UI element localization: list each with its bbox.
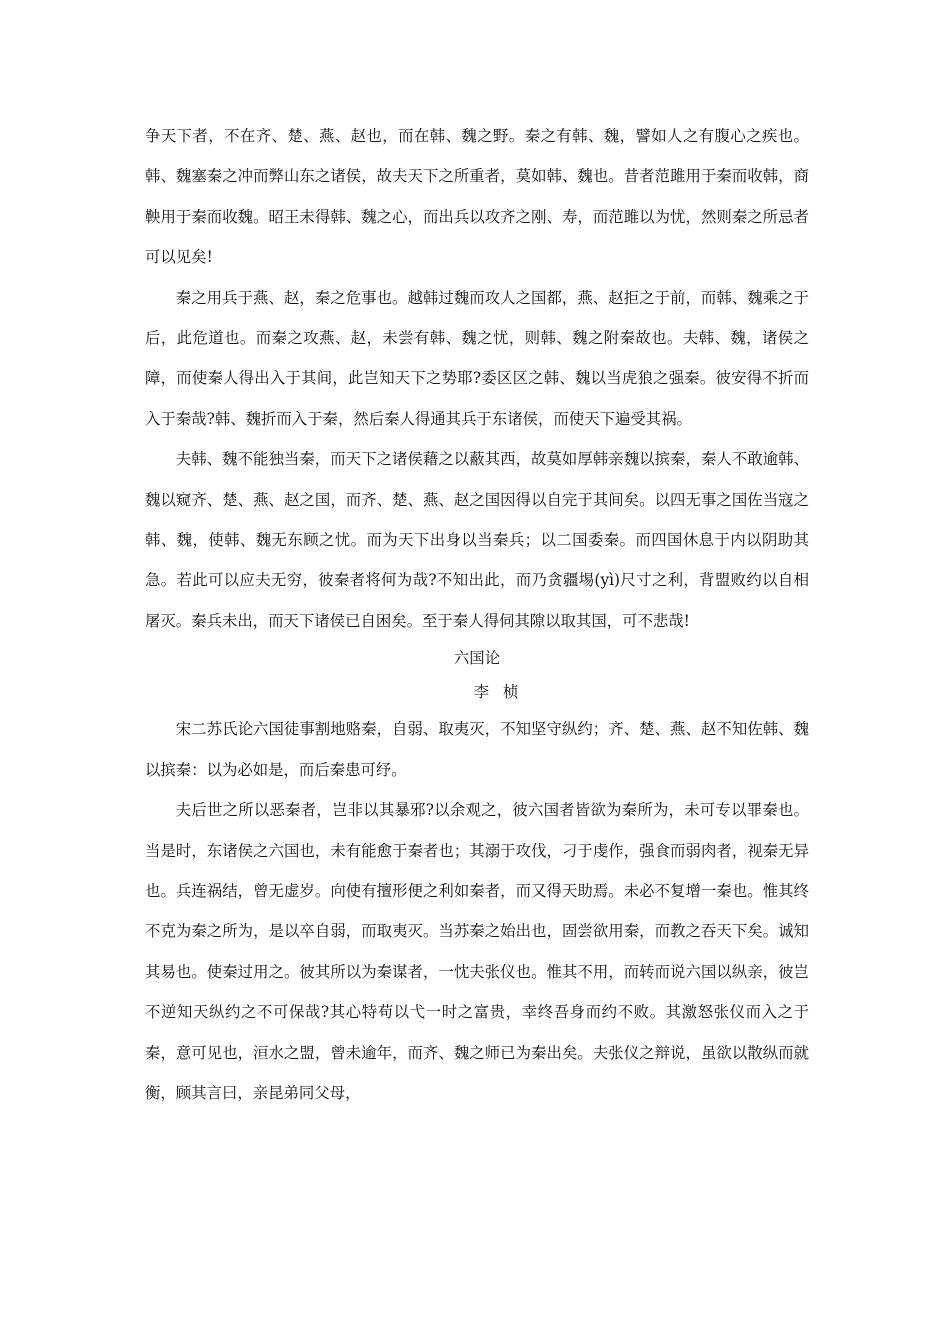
essay-paragraph-4: 宋二苏氏论六国徒事割地赂秦，自弱、取夷灭，不知坚守纵约；齐、楚、燕、赵不知佐韩、魏以摈秦：以为必如是，而后秦患可纾。 <box>145 720 809 779</box>
essay-paragraph-3: 夫韩、魏不能独当秦，而天下之诸侯藉之以蔽其西，故莫如厚韩亲魏以摈秦，秦人不敢逾韩、魏以窥齐、楚、燕、赵之国，而齐、楚、燕、赵之国因得以自完于其间矣。以四无事之国佐当寇之韩、魏，使韩、魏无东顾之忧。而为天下出身以当秦兵；以二国委秦。而四国休息于内以阴助其急。若此可以应夫无穷，彼秦者将何为哉?不知出此，而乃贪疆埸(yì)尺寸之利，背盟败约以自相屠灭。秦兵未出，而天下诸侯已自困矣。至于秦人得伺其隙以取其国，可不悲哉! <box>145 450 809 630</box>
essay-title: 六国论 <box>453 649 501 668</box>
essay-paragraph-1: 争天下者，不在齐、楚、燕、赵也，而在韩、魏之野。秦之有韩、魏，譬如人之有腹心之疾也。韩、魏塞秦之冲而弊山东之诸侯，故夫天下之所重者，莫如韩、魏也。昔者范雎用于秦而收韩，商鞅用于秦而收魏。昭王未得韩、魏之心，而出兵以攻齐之刚、寿，而范雎以为忧，然则秦之所忌者可以见矣! <box>145 127 809 267</box>
essay-author: 李桢 <box>473 683 533 702</box>
essay-paragraph-5: 夫后世之所以恶秦者，岂非以其暴邪?以余观之，彼六国者皆欲为秦所为，未可专以罪秦也。当是时，东诸侯之六国也，未有能愈于秦者也；其溺于攻伐，刁于虔作，强食而弱肉者，视秦无异也。兵连祸结，曾无虚岁。向使有擅形便之利如秦者，而又得天助焉。未必不复增一秦也。惟其终不克为秦之所为，是以卒自弱，而取夷灭。当苏秦之始出也，固尝欲用秦，而教之吞天下矣。诚知其易也。使秦过用之。彼其所以为秦谋者，一忱夫张仪也。惟其不用，而转而说六国以纵亲，彼岂不逆知天纵约之不可保哉?其心特苟以弋一时之富贵，幸终吾身而约不败。其激怒张仪而入之于秦，意可见也，洹水之盟，曾未逾年，而齐、魏之师已为秦出矣。夫张仪之辩说，虽欲以散纵而就衡，顾其言曰，亲昆弟同父母， <box>145 801 809 1102</box>
document-body <box>145 116 809 1113</box>
essay-paragraph-2: 秦之用兵于燕、赵，秦之危事也。越韩过魏而攻人之国都，燕、赵拒之于前，而韩、魏乘之于后，此危道也。而秦之攻燕、赵，未尝有韩、魏之忧，则韩、魏之附秦故也。夫韩、魏，诸侯之障，而使秦人得出入于其间，此岂知天下之势耶?委区区之韩、魏以当虎狼之强秦。彼安得不折而入于秦哉?韩、魏折而入于秦，然后秦人得通其兵于东诸侯，而使天下遍受其祸。 <box>145 288 809 428</box>
